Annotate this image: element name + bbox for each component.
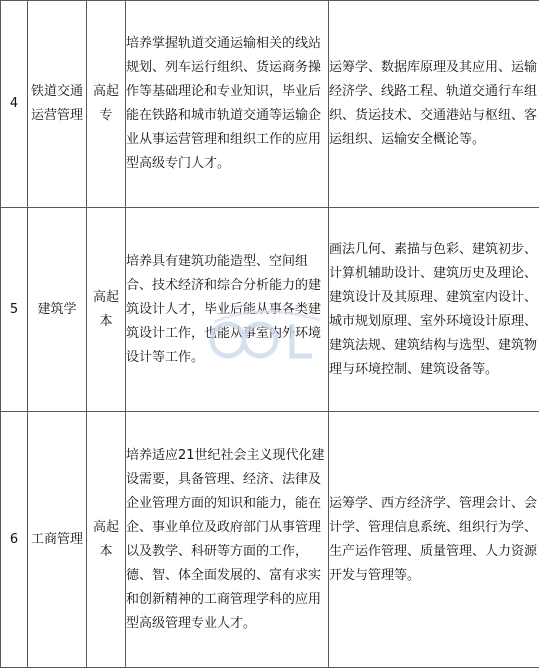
- table-row: [1, 412, 539, 668]
- main-courses: 画法几何、素描与色彩、建筑初步、计算机辅助设计、建筑历史及理论、建筑设计及其原理、建筑室内设计、城市规划原理、室外环境设计原理、建筑法规、建筑结构与选型、建筑物理与环境控制、建筑设备等。: [329, 208, 539, 412]
- training-goal: 培养掌握轨道交通运输相关的线站规划、列车运行组织、货运商务操作等基础理论和专业知识，毕业后能在铁路和城市轨道交通等运输企业从事运营管理和组织工作的应用型高级专门人才。: [126, 1, 329, 208]
- row-number: 5: [1, 208, 28, 412]
- training-goal: 培养适应21世纪社会主义现代化建设需要，具备管理、经济、法律及企业管理方面的知识和能力，能在企、事业单位及政府部门从事管理以及教学、科研等方面的工作，德、智、体全面发展的、富有求实和创新精神的工商管理学科的应用型高级管理专业人才。: [126, 412, 329, 668]
- table-row: [1, 1, 539, 208]
- major-name: 工商管理: [28, 412, 87, 668]
- main-courses: 运筹学、西方经济学、管理会计、会计学、管理信息系统、组织行为学、生产运作管理、质量管理、人力资源开发与管理等。: [329, 412, 539, 668]
- table-row: [1, 208, 539, 412]
- major-name: 铁道交通运营管理: [28, 1, 87, 208]
- study-level: 高起本: [87, 208, 126, 412]
- main-courses: 运筹学、数据库原理及其应用、运输经济学、线路工程、轨道交通行车组织、货运技术、交通港站与枢纽、客运组织、运输安全概论等。: [329, 1, 539, 208]
- row-number: 6: [1, 412, 28, 668]
- row-number: 4: [1, 1, 28, 208]
- major-name: 建筑学: [28, 208, 87, 412]
- study-level: 高起本: [87, 412, 126, 668]
- study-level: 高起专: [87, 1, 126, 208]
- training-goal: 培养具有建筑功能造型、空间组合、技术经济和综合分析能力的建筑设计人才，毕业后能从事各类建筑设计工作，也能从事室内外环境设计等工作。: [126, 208, 329, 412]
